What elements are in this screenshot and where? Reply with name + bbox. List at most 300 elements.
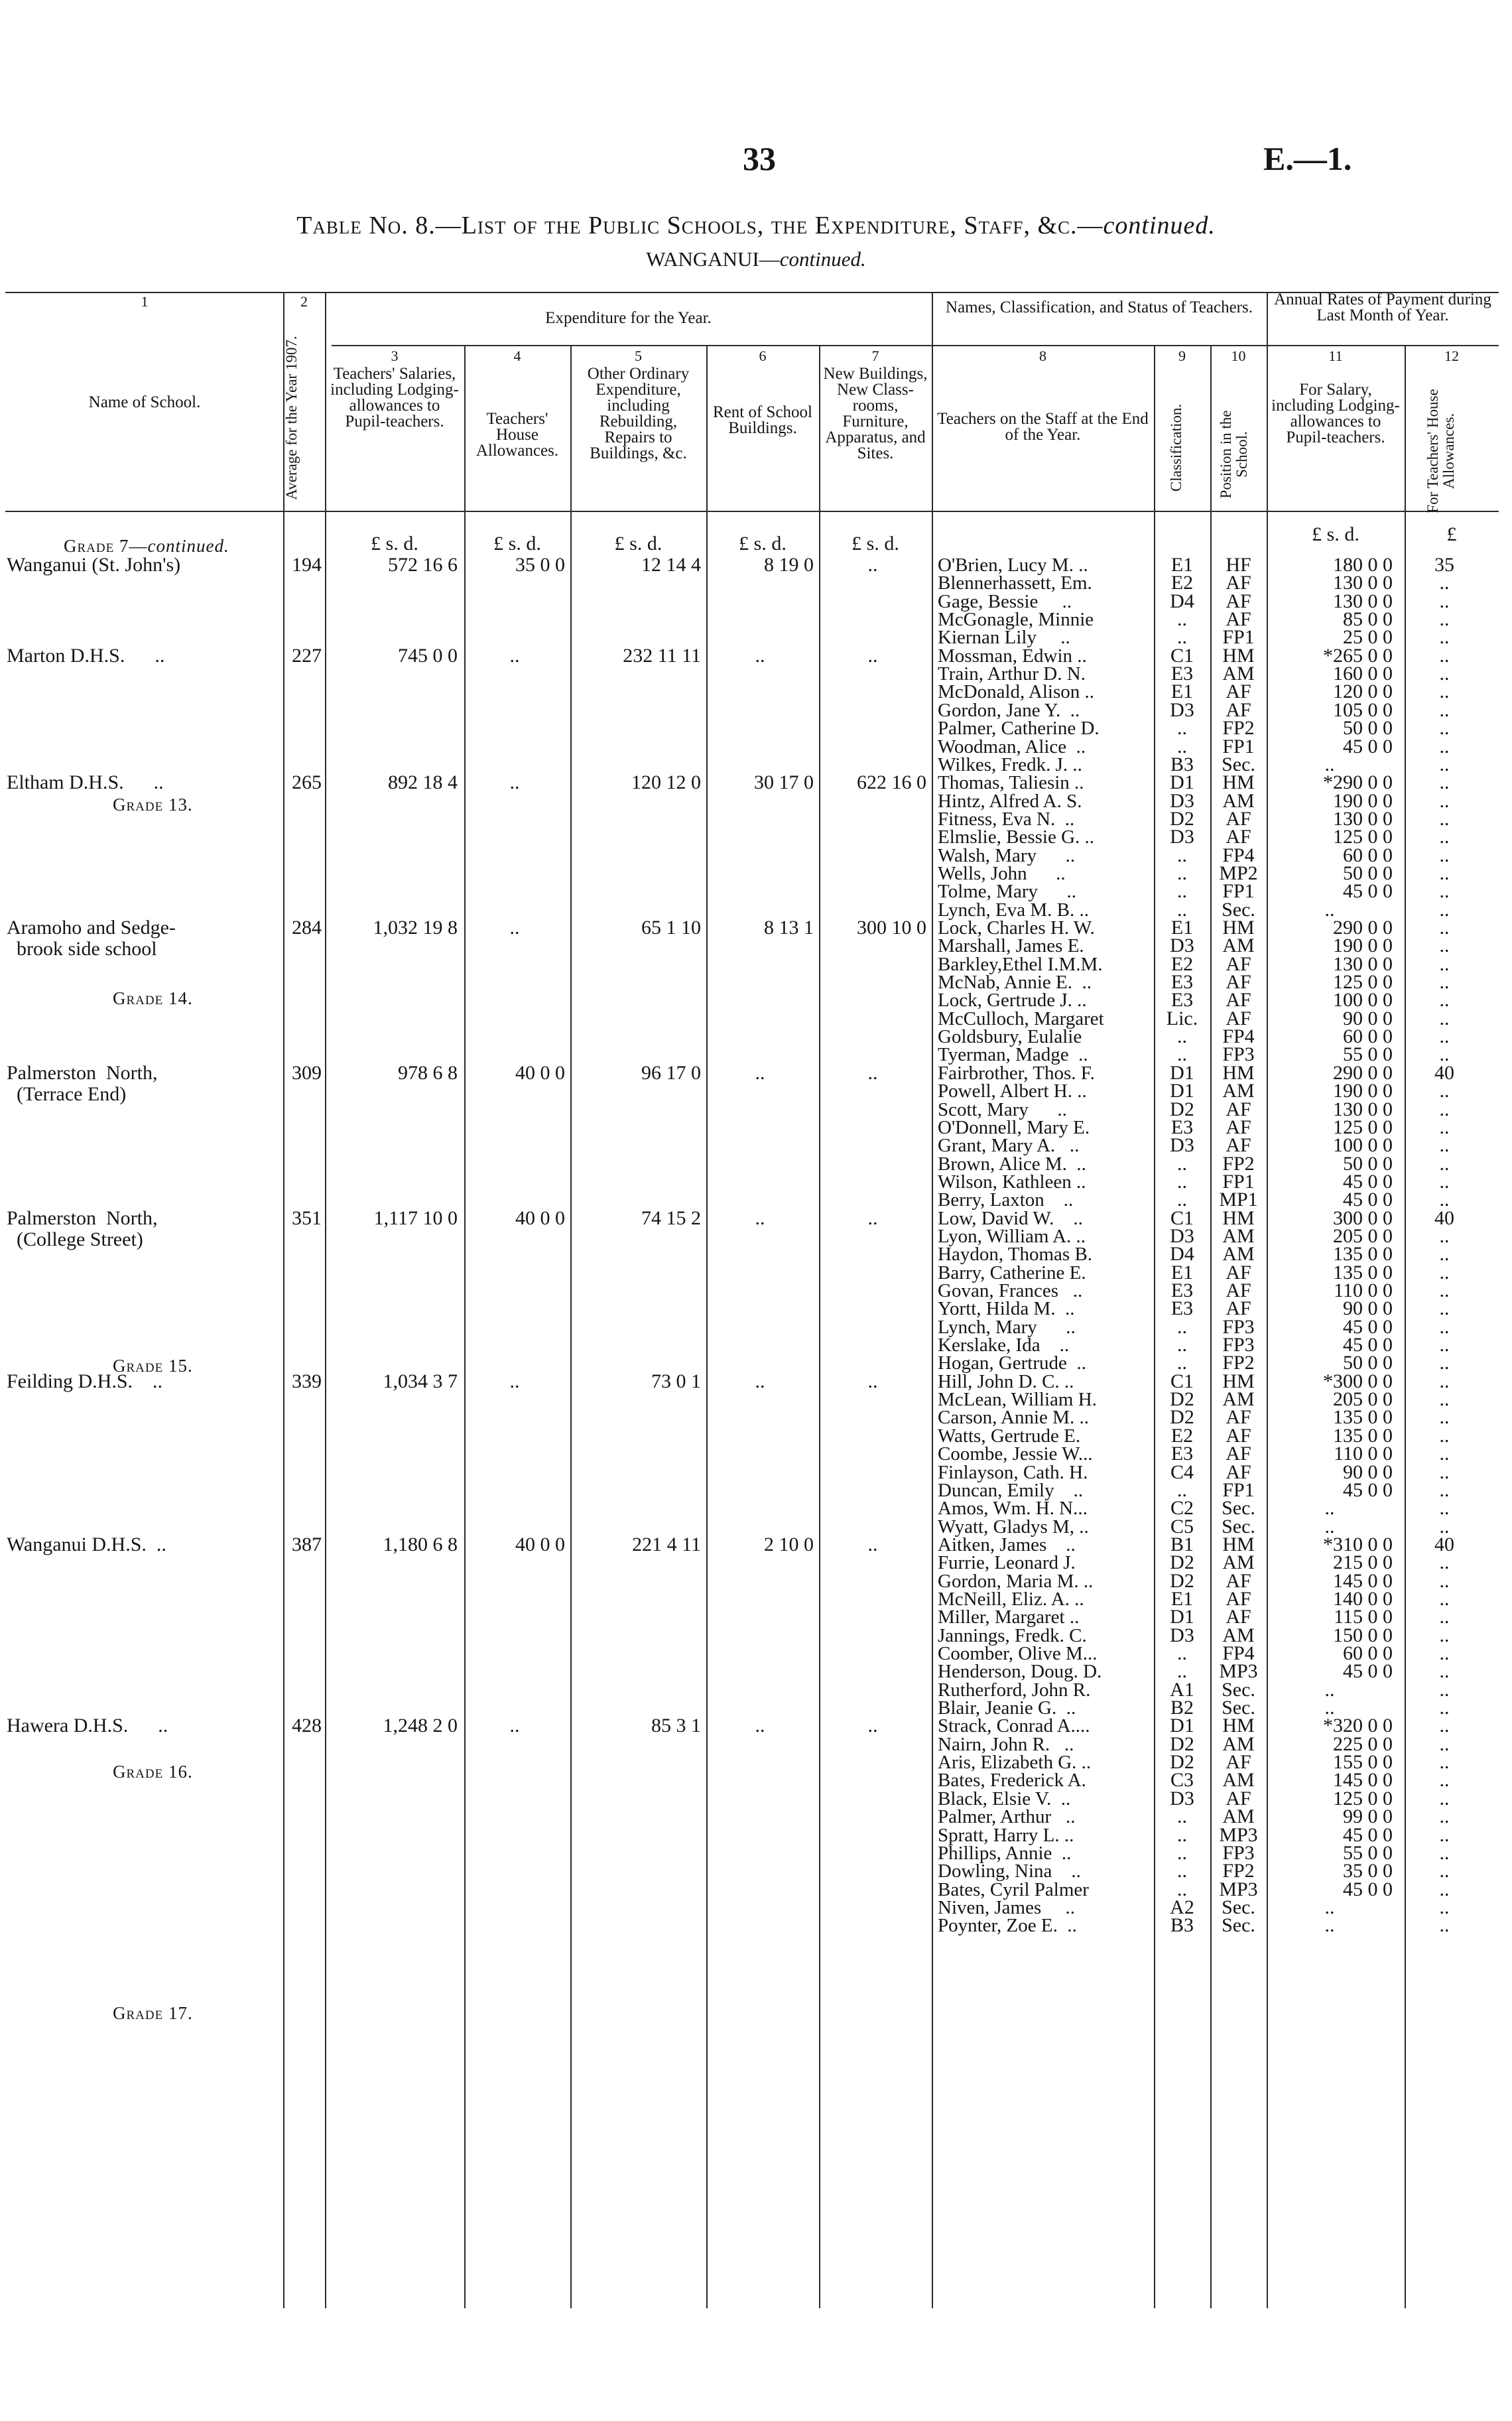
classification-cell: .. — [1177, 1352, 1187, 1374]
position-cell: HF — [1226, 554, 1251, 576]
teacher-name: Barkley,Ethel I.M.M. — [938, 953, 1103, 975]
teacher-name: Train, Arthur D. N. — [938, 663, 1086, 685]
salary-rate-cell: 205 0 0 — [1333, 1224, 1393, 1247]
classification-cell: C5 — [1170, 1515, 1194, 1538]
salary-rate-cell: 60 0 0 — [1343, 1025, 1393, 1048]
teacher-name: Haydon, Thomas B. — [938, 1244, 1093, 1266]
classification-cell: B2 — [1170, 1697, 1194, 1719]
position-cell: HM — [1222, 1207, 1255, 1229]
house-allowance-rate-cell: .. — [1439, 1878, 1450, 1900]
names-group-header: Names, Classification, and Status of Teachers. — [946, 298, 1253, 316]
position-cell: AF — [1226, 1587, 1251, 1610]
house-allowance-rate-cell: .. — [1439, 1315, 1450, 1338]
position-cell: FP2 — [1222, 1860, 1255, 1882]
position-cell: Sec. — [1222, 1697, 1255, 1719]
position-cell: FP4 — [1222, 844, 1255, 866]
position-cell: AF — [1226, 1424, 1251, 1447]
house-allowance-rate-cell: .. — [1439, 1279, 1450, 1301]
house-allowances-cell: .. — [509, 1715, 520, 1737]
classification-cell: D1 — [1170, 1080, 1194, 1102]
salary-rate-cell: 300 0 0 — [1333, 1207, 1393, 1229]
salary-rate-cell: *320 0 0 — [1323, 1715, 1393, 1737]
teacher-name: Watts, Gertrude E. — [938, 1425, 1081, 1447]
classification-cell: .. — [1177, 1878, 1187, 1900]
salary-rate-cell: *300 0 0 — [1323, 1370, 1393, 1392]
house-allowance-rate-cell: 35 — [1434, 554, 1454, 576]
position-cell: Sec. — [1222, 1678, 1255, 1701]
position-cell: AF — [1226, 572, 1251, 594]
average-cell: 428 — [292, 1715, 322, 1737]
house-allowance-rate-cell: .. — [1439, 1025, 1450, 1048]
position-cell: AF — [1226, 1787, 1251, 1809]
position-cell: AF — [1226, 1461, 1251, 1483]
teacher-name: Powell, Albert H. .. — [938, 1080, 1087, 1102]
c6-units: £ s. d. — [739, 533, 787, 555]
salary-rate-cell: 45 0 0 — [1343, 735, 1393, 757]
salary-rate-cell: 60 0 0 — [1343, 844, 1393, 866]
new-buildings-cell: .. — [867, 644, 878, 667]
other-expenditure-cell: 221 4 11 — [632, 1533, 701, 1555]
rent-cell: 8 13 1 — [764, 917, 814, 939]
classification-cell: .. — [1177, 898, 1187, 921]
salary-rate-cell: 140 0 0 — [1333, 1587, 1393, 1610]
house-allowance-rate-cell: .. — [1439, 1189, 1450, 1211]
salary-rate-cell: 290 0 0 — [1333, 917, 1393, 939]
teacher-name: McGonagle, Minnie — [938, 609, 1094, 631]
house-allowance-rate-cell: .. — [1439, 1116, 1450, 1138]
teacher-name: Woodman, Alice .. — [938, 736, 1086, 757]
classification-cell: B3 — [1170, 753, 1194, 775]
classification-cell: C1 — [1170, 1370, 1194, 1392]
salary-rate-cell: 125 0 0 — [1333, 1116, 1393, 1138]
position-cell: Sec. — [1222, 1914, 1255, 1937]
house-allowance-rate-cell: .. — [1439, 1224, 1450, 1247]
position-cell: AM — [1222, 1224, 1255, 1247]
col-rule-4 — [570, 345, 572, 2308]
position-cell: MP1 — [1219, 1189, 1258, 1211]
position-cell: AM — [1222, 1388, 1255, 1411]
house-allowance-rate-cell: .. — [1439, 880, 1450, 903]
house-allowance-rate-cell: .. — [1439, 935, 1450, 957]
classification-cell: Lic. — [1166, 1007, 1198, 1029]
rent-cell: .. — [755, 644, 765, 667]
salary-rate-cell: 99 0 0 — [1343, 1805, 1393, 1828]
classification-cell: .. — [1177, 1478, 1187, 1501]
classification-cell: D2 — [1170, 807, 1194, 830]
teacher-name: Palmer, Catherine D. — [938, 718, 1100, 740]
position-cell: FP1 — [1222, 1170, 1255, 1193]
school-name: Wanganui (St. John's) — [7, 554, 181, 576]
classification-cell: .. — [1177, 1189, 1187, 1211]
position-cell: AF — [1226, 1007, 1251, 1029]
house-allowance-rate-cell: .. — [1439, 1642, 1450, 1664]
col9-header: Classification. — [1168, 403, 1184, 492]
salary-rate-cell: 190 0 0 — [1333, 935, 1393, 957]
house-allowances-cell: .. — [509, 771, 520, 794]
salary-rate-cell: 50 0 0 — [1343, 1352, 1393, 1374]
classification-cell: D2 — [1170, 1733, 1194, 1755]
classification-cell: .. — [1177, 1170, 1187, 1193]
other-expenditure-cell: 74 15 2 — [641, 1207, 701, 1229]
average-cell: 387 — [292, 1533, 322, 1555]
classification-cell: D3 — [1170, 698, 1194, 721]
classification-cell: .. — [1177, 1823, 1187, 1846]
salary-rate-cell: 100 0 0 — [1333, 989, 1393, 1012]
col4-header: Teachers' House Allowances. — [475, 410, 559, 460]
salary-rate-cell: 145 0 0 — [1333, 1769, 1393, 1792]
house-allowance-rate-cell: .. — [1439, 917, 1450, 939]
salary-rate-cell: 215 0 0 — [1333, 1551, 1393, 1574]
position-cell: AF — [1226, 971, 1251, 994]
salary-rate-cell: 135 0 0 — [1333, 1243, 1393, 1266]
salary-rate-cell: 35 0 0 — [1343, 1860, 1393, 1882]
col5-header: Other Ordinary Expenditure, including Rebuilding, Repairs to Buildings, &c. — [587, 365, 690, 462]
salary-rate-cell: 125 0 0 — [1333, 826, 1393, 848]
classification-cell: E1 — [1170, 1587, 1194, 1610]
teacher-name: Lynch, Mary .. — [938, 1316, 1076, 1338]
position-cell: AF — [1226, 1606, 1251, 1628]
other-expenditure-cell: 65 1 10 — [641, 917, 701, 939]
teacher-name: Lock, Gertrude J. .. — [938, 990, 1087, 1012]
house-allowance-rate-cell: .. — [1439, 1134, 1450, 1157]
position-cell: AF — [1226, 1443, 1251, 1465]
classification-cell: E3 — [1170, 1443, 1194, 1465]
teacher-name: Gordon, Maria M. .. — [938, 1570, 1094, 1592]
position-cell: HM — [1222, 644, 1255, 667]
position-cell: AF — [1226, 826, 1251, 848]
house-allowances-cell: .. — [509, 917, 520, 939]
position-cell: AF — [1226, 807, 1251, 830]
salary-rate-cell: 135 0 0 — [1333, 1261, 1393, 1283]
position-cell: FP3 — [1222, 1841, 1255, 1864]
teacher-name: Brown, Alice M. .. — [938, 1153, 1086, 1175]
teacher-name: Berry, Laxton .. — [938, 1189, 1074, 1211]
position-cell: FP2 — [1222, 717, 1255, 740]
classification-cell: D4 — [1170, 590, 1194, 612]
position-cell: MP3 — [1219, 1878, 1258, 1900]
c11-units: £ s. d. — [1312, 523, 1359, 545]
classification-cell: D3 — [1170, 1624, 1194, 1646]
salary-rate-cell: .. — [1324, 898, 1335, 921]
col1-number: 1 — [141, 293, 149, 310]
teacher-name: Wilson, Kathleen .. — [938, 1171, 1086, 1193]
teacher-name: Tyerman, Madge .. — [938, 1044, 1088, 1066]
classification-cell: .. — [1177, 1860, 1187, 1882]
classification-cell: .. — [1177, 1805, 1187, 1828]
teacher-name: Furrie, Leonard J. — [938, 1552, 1076, 1574]
house-allowance-rate-cell: .. — [1439, 1606, 1450, 1628]
salary-rate-cell: 135 0 0 — [1333, 1406, 1393, 1429]
new-buildings-cell: .. — [867, 1370, 878, 1392]
teacher-name: Blennerhassett, Em. — [938, 572, 1092, 594]
position-cell: AM — [1222, 1624, 1255, 1646]
average-cell: 284 — [292, 917, 322, 939]
house-allowance-rate-cell: 40 — [1434, 1533, 1454, 1555]
school-name: Palmerston North, (Terrace End) — [7, 1061, 158, 1105]
classification-cell: .. — [1177, 1841, 1187, 1864]
house-allowance-rate-cell: .. — [1439, 789, 1450, 812]
teacher-name: Gordon, Jane Y. .. — [938, 699, 1080, 721]
position-cell: FP3 — [1222, 1315, 1255, 1338]
c3-units: £ s. d. — [371, 533, 418, 555]
classification-cell: D3 — [1170, 826, 1194, 848]
classification-cell: E1 — [1170, 681, 1194, 703]
teacher-name: Finlayson, Cath. H. — [938, 1461, 1088, 1483]
grade-heading: Grade 14. — [113, 988, 193, 1008]
house-allowances-cell: 40 0 0 — [515, 1533, 565, 1555]
house-allowance-rate-cell: .. — [1439, 681, 1450, 703]
teacher-name: Henderson, Doug. D. — [938, 1661, 1102, 1683]
salary-rate-cell: .. — [1324, 1697, 1335, 1719]
salary-rate-cell: .. — [1324, 1678, 1335, 1701]
salary-rate-cell: 145 0 0 — [1333, 1569, 1393, 1592]
position-cell: Sec. — [1222, 753, 1255, 775]
classification-cell: D2 — [1170, 1406, 1194, 1429]
teacher-name: Barry, Catherine E. — [938, 1262, 1086, 1283]
teacher-name: McLean, William H. — [938, 1389, 1097, 1411]
table-title-main: Table No. 8.—List of the Public Schools, the Expenditure, Staff, &c.— — [296, 212, 1103, 239]
teacher-name: Palmer, Arthur .. — [938, 1806, 1076, 1828]
salary-rate-cell: 155 0 0 — [1333, 1751, 1393, 1774]
classification-cell: .. — [1177, 735, 1187, 757]
school-name: Marton D.H.S. .. — [7, 644, 165, 667]
teacher-name: O'Donnell, Mary E. — [938, 1116, 1090, 1138]
col-rule-5 — [706, 345, 708, 2308]
position-cell: FP1 — [1222, 1478, 1255, 1501]
rent-cell: .. — [755, 1207, 765, 1229]
house-allowance-rate-cell: .. — [1439, 1805, 1450, 1828]
average-cell: 194 — [292, 554, 322, 576]
classification-cell: E3 — [1170, 971, 1194, 994]
average-cell: 265 — [292, 771, 322, 794]
position-cell: AF — [1226, 1751, 1251, 1774]
classification-cell: .. — [1177, 1660, 1187, 1683]
new-buildings-cell: .. — [867, 554, 878, 576]
classification-cell: D3 — [1170, 1224, 1194, 1247]
salary-rate-cell: 130 0 0 — [1333, 952, 1393, 975]
house-allowance-rate-cell: .. — [1439, 807, 1450, 830]
teacher-name: Fairbrother, Thos. F. — [938, 1062, 1095, 1084]
teacher-name: McNab, Annie E. .. — [938, 972, 1092, 994]
teacher-name: Nairn, John R. .. — [938, 1733, 1074, 1755]
salary-rate-cell: 130 0 0 — [1333, 1098, 1393, 1120]
salary-rate-cell: 45 0 0 — [1343, 1170, 1393, 1193]
col6-header: Rent of School Buildings. — [713, 403, 812, 437]
salary-rate-cell: 130 0 0 — [1333, 572, 1393, 594]
teacher-name: Hintz, Alfred A. S. — [938, 790, 1082, 812]
c7-units: £ s. d. — [851, 533, 899, 555]
position-cell: FP1 — [1222, 626, 1255, 649]
classification-cell: D1 — [1170, 1715, 1194, 1737]
house-allowance-rate-cell: .. — [1439, 844, 1450, 866]
other-expenditure-cell: 73 0 1 — [651, 1370, 701, 1392]
page-number: 33 — [743, 140, 776, 177]
position-cell: HM — [1222, 1715, 1255, 1737]
school-name: Feilding D.H.S. .. — [7, 1370, 163, 1392]
salary-rate-cell: 190 0 0 — [1333, 789, 1393, 812]
position-cell: AF — [1226, 952, 1251, 975]
teacher-name: Miller, Margaret .. — [938, 1606, 1080, 1628]
col4-number: 4 — [513, 348, 521, 364]
house-allowance-rate-cell: .. — [1439, 1352, 1450, 1374]
position-cell: FP1 — [1222, 735, 1255, 757]
position-cell: HM — [1222, 1370, 1255, 1392]
classification-cell: D2 — [1170, 1098, 1194, 1120]
house-allowance-rate-cell: .. — [1439, 898, 1450, 921]
salary-rate-cell: 130 0 0 — [1333, 590, 1393, 612]
salary-rate-cell: 90 0 0 — [1343, 1297, 1393, 1320]
salaries-cell: 1,180 6 8 — [383, 1533, 458, 1555]
classification-cell: D1 — [1170, 1606, 1194, 1628]
salaries-cell: 892 18 4 — [388, 771, 458, 794]
teacher-name: Dowling, Nina .. — [938, 1861, 1081, 1882]
teacher-name: Aris, Elizabeth G. .. — [938, 1752, 1092, 1774]
teacher-name: Goldsbury, Eulalie — [938, 1026, 1082, 1048]
house-allowance-rate-cell: .. — [1439, 1297, 1450, 1320]
rent-cell: .. — [755, 1061, 765, 1084]
position-cell: AF — [1226, 590, 1251, 612]
house-allowance-rate-cell: .. — [1439, 1787, 1450, 1809]
classification-cell: E3 — [1170, 1279, 1194, 1301]
house-allowance-rate-cell: .. — [1439, 1243, 1450, 1266]
classification-cell: A1 — [1170, 1678, 1194, 1701]
teacher-name: Wyatt, Gladys M, .. — [938, 1516, 1089, 1538]
teacher-name: O'Brien, Lucy M. .. — [938, 555, 1088, 576]
grade-heading: Grade 17. — [113, 2003, 193, 2023]
position-cell: AF — [1226, 698, 1251, 721]
rent-cell: 2 10 0 — [764, 1533, 814, 1555]
classification-cell: D2 — [1170, 1551, 1194, 1574]
classification-cell: .. — [1177, 1334, 1187, 1356]
house-allowance-rate-cell: .. — [1439, 590, 1450, 612]
col3-number: 3 — [391, 348, 399, 364]
position-cell: AF — [1226, 1297, 1251, 1320]
teacher-name: Amos, Wm. H. N... — [938, 1498, 1088, 1520]
col12-number: 12 — [1444, 348, 1459, 364]
position-cell: AM — [1222, 1769, 1255, 1792]
house-allowance-rate-cell: .. — [1439, 1715, 1450, 1737]
position-cell: AF — [1226, 1279, 1251, 1301]
salary-rate-cell: .. — [1324, 1515, 1335, 1538]
salary-rate-cell: 290 0 0 — [1333, 1061, 1393, 1084]
house-allowance-rate-cell: .. — [1439, 1914, 1450, 1937]
salary-rate-cell: 45 0 0 — [1343, 1478, 1393, 1501]
teacher-name: Kiernan Lily .. — [938, 627, 1070, 649]
salary-rate-cell: 55 0 0 — [1343, 1043, 1393, 1066]
teacher-name: Yortt, Hilda M. .. — [938, 1298, 1075, 1320]
new-buildings-cell: 300 10 0 — [857, 917, 926, 939]
position-cell: AF — [1226, 1569, 1251, 1592]
position-cell: FP4 — [1222, 1025, 1255, 1048]
salary-rate-cell: 50 0 0 — [1343, 862, 1393, 884]
district-name: WANGANUI— — [646, 247, 780, 271]
classification-cell: C4 — [1170, 1461, 1194, 1483]
teacher-name: Coombe, Jessie W... — [938, 1443, 1093, 1465]
col-rule-3 — [464, 345, 466, 2308]
teacher-name: Tolme, Mary .. — [938, 881, 1076, 903]
teacher-name: Poynter, Zoe E. .. — [938, 1915, 1077, 1937]
salary-rate-cell: 85 0 0 — [1343, 608, 1393, 631]
teacher-name: Lynch, Eva M. B. .. — [938, 899, 1089, 921]
grade-heading: Grade 13. — [113, 795, 193, 815]
house-allowance-rate-cell: .. — [1439, 1388, 1450, 1411]
salary-rate-cell: 45 0 0 — [1343, 1878, 1393, 1900]
col10-number: 10 — [1231, 348, 1246, 364]
other-expenditure-cell: 85 3 1 — [651, 1715, 701, 1737]
house-allowance-rate-cell: .. — [1439, 1751, 1450, 1774]
house-allowance-rate-cell: .. — [1439, 1569, 1450, 1592]
other-expenditure-cell: 96 17 0 — [641, 1061, 701, 1084]
house-allowance-rate-cell: .. — [1439, 663, 1450, 685]
salary-rate-cell: 190 0 0 — [1333, 1080, 1393, 1102]
salary-rate-cell: *310 0 0 — [1323, 1533, 1393, 1555]
salary-rate-cell: 45 0 0 — [1343, 1660, 1393, 1683]
teacher-name: Govan, Frances .. — [938, 1280, 1083, 1301]
classification-cell: .. — [1177, 717, 1187, 740]
classification-cell: E2 — [1170, 572, 1194, 594]
other-expenditure-cell: 232 11 11 — [623, 644, 701, 667]
house-allowance-rate-cell: .. — [1439, 1043, 1450, 1066]
teacher-name: Black, Elsie V. .. — [938, 1788, 1071, 1809]
teacher-name: Spratt, Harry L. .. — [938, 1824, 1074, 1846]
col7-header: New Buildings, New Class-rooms, Furniture, Apparatus, and Sites. — [823, 365, 928, 462]
new-buildings-cell: .. — [867, 1533, 878, 1555]
position-cell: AM — [1222, 663, 1255, 685]
teacher-name: Duncan, Emily .. — [938, 1479, 1084, 1501]
classification-cell: D3 — [1170, 935, 1194, 957]
classification-cell: .. — [1177, 1025, 1187, 1048]
position-cell: MP2 — [1219, 862, 1258, 884]
position-cell: FP4 — [1222, 1642, 1255, 1664]
col2-number: 2 — [300, 293, 308, 310]
house-allowance-rate-cell: .. — [1439, 952, 1450, 975]
salary-rate-cell: 25 0 0 — [1343, 626, 1393, 649]
teacher-name: Scott, Mary .. — [938, 1098, 1067, 1120]
house-allowance-rate-cell: .. — [1439, 1860, 1450, 1882]
position-cell: AF — [1226, 1116, 1251, 1138]
house-allowance-rate-cell: .. — [1439, 1841, 1450, 1864]
names-group-rule — [932, 345, 1267, 346]
c12-units: £ — [1446, 523, 1457, 545]
house-allowance-rate-cell: .. — [1439, 1424, 1450, 1447]
classification-cell: .. — [1177, 608, 1187, 631]
teacher-name: Lyon, William A. .. — [938, 1225, 1086, 1247]
teacher-name: Mossman, Edwin .. — [938, 645, 1087, 667]
teacher-name: Thomas, Taliesin .. — [938, 772, 1084, 794]
classification-cell: D1 — [1170, 1061, 1194, 1084]
salary-rate-cell: 130 0 0 — [1333, 807, 1393, 830]
house-allowance-rate-cell: .. — [1439, 735, 1450, 757]
classification-cell: .. — [1177, 844, 1187, 866]
teacher-name: Walsh, Mary .. — [938, 844, 1076, 866]
classification-cell: B1 — [1170, 1533, 1194, 1555]
c5-units: £ s. d. — [614, 533, 662, 555]
salary-rate-cell: *265 0 0 — [1323, 644, 1393, 667]
position-cell: FP2 — [1222, 1152, 1255, 1175]
house-allowances-cell: .. — [509, 1370, 520, 1392]
house-allowance-rate-cell: 40 — [1434, 1061, 1454, 1084]
salaries-cell: 978 6 8 — [398, 1061, 458, 1084]
position-cell: AF — [1226, 989, 1251, 1012]
salaries-cell: 1,248 2 0 — [383, 1715, 458, 1737]
classification-cell: E1 — [1170, 1261, 1194, 1283]
house-allowance-rate-cell: .. — [1439, 1406, 1450, 1429]
table-title-continued: continued. — [1103, 212, 1216, 239]
teacher-name: Kerslake, Ida .. — [938, 1335, 1070, 1356]
school-name: Hawera D.H.S. .. — [7, 1715, 168, 1737]
col12-header: For Teachers' House Allowances. — [1424, 389, 1457, 513]
salary-rate-cell: 50 0 0 — [1343, 1152, 1393, 1175]
